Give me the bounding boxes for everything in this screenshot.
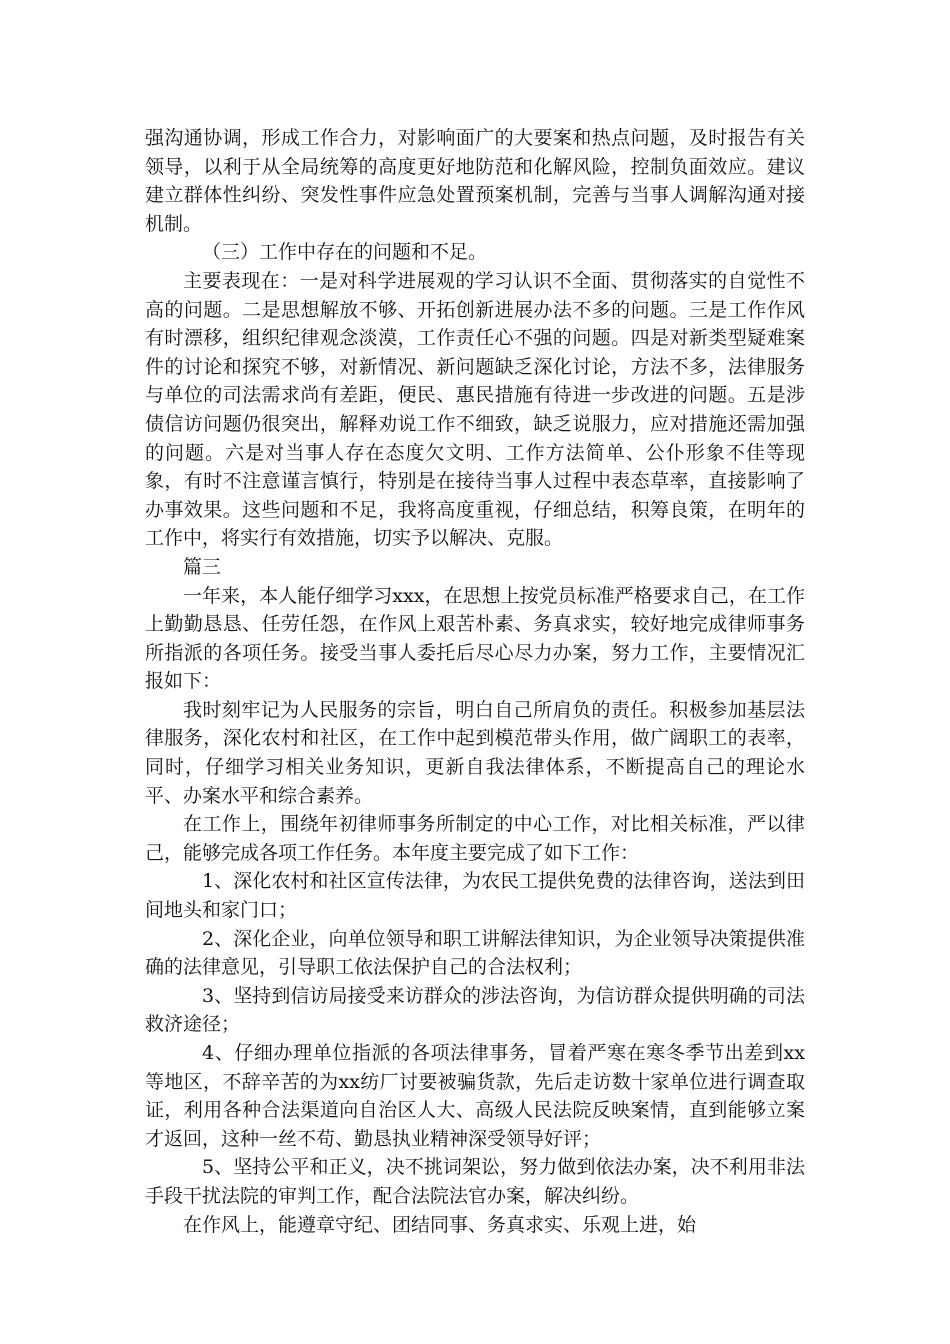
list-item-5: 5、坚持公平和正义，决不挑词架讼，努力做到依法办案，决不利用非法手段干扰法院的审判工作，配合法院法官办案，解决纠纷。 bbox=[145, 1156, 805, 1207]
paragraph-continuation: 强沟通协调，形成工作合力，对影响面广的大要案和热点问题，及时报告有关领导，以利于从全局统筹的高度更好地防范和化解风险，控制负面效应。建议建立群体性纠纷、突发性事件应急处置预案机制，完善与当事人调解沟通对接机制。 bbox=[145, 127, 805, 235]
list-item-3: 3、坚持到信访局接受来访群众的涉法咨询，为信访群众提供明确的司法救济途径； bbox=[145, 984, 805, 1036]
paragraph-work: 在工作上，围绕年初律师事务所制定的中心工作，对比相关标准，严以律己，能够完成各项工作任务。本年度主要完成了如下工作： bbox=[145, 813, 805, 864]
list-item-2: 2、深化企业，向单位领导和职工讲解法律知识，为企业领导决策提供准确的法律意见，引导职工依法保护自己的合法权利； bbox=[145, 927, 805, 979]
paragraph-problems: 主要表现在：一是对科学进展观的学习认识不全面、贯彻落实的自觉性不高的问题。二是思想解放不够、开拓创新进展办法不多的问题。三是工作作风有时漂移，组织纪律观念淡漠，工作责任心不强的问题。四是对新类型疑难案件的讨论和探究不够，对新情况、新问题缺乏深化讨论，方法不多，法律服务与单位的司法需求尚有差距，便民、惠民措施有待进一步改进的问题。五是涉债信访问题仍很突出，解释劝说工作不细致，缺乏说服力，应对措施还需加强的问题。六是对当事人存在态度欠文明、工作方法简单、公仆形象不佳等现象，有时不注意谨言慎行，特别是在接待当事人过程中表态草率，直接影响了办事效果。这些问题和不足，我将高度重视，仔细总结，积筹良策，在明年的工作中，将实行有效措施，切实予以解决、克服。 bbox=[145, 269, 805, 550]
paragraph-service: 我时刻牢记为人民服务的宗旨，明白自己所肩负的责任。积极参加基层法律服务，深化农村和社区，在工作中起到模范带头作用，做广阔职工的表率，同时，仔细学习相关业务知识，更新自我法律体系，不断提高自己的理论水平、办案水平和综合素养。 bbox=[145, 698, 805, 807]
list-item-4: 4、仔细办理单位指派的各项法律事务，冒着严寒在寒冬季节出差到xx等地区，不辞辛苦的为xx纺厂讨要被骗货款，先后走访数十家单位进行调查取证，利用各种合法渠道向自治区人大、高级人民法院反映案情，直到能够立案才返回，这种一丝不苟、勤恳执业精神深受领导好评； bbox=[145, 1042, 805, 1150]
document-body bbox=[145, 124, 805, 1239]
paragraph-intro: 一年来，本人能仔细学习xxx，在思想上按党员标准严格要求自己，在工作上勤勤恳恳、任劳任怨，在作风上艰苦朴素、务真求实，较好地完成律师事务所指派的各项任务。接受当事人委托后尽心尽力办案，努力工作，主要情况汇报如下： bbox=[145, 584, 805, 693]
list-item-1: 1、深化农村和社区宣传法律，为农民工提供免费的法律咨询，送法到田间地头和家门口； bbox=[145, 870, 805, 922]
paragraph-style: 在作风上，能遵章守纪、团结同事、务真求实、乐观上进，始 bbox=[183, 1213, 697, 1236]
section-heading-problems: （三）工作中存在的问题和不足。 bbox=[202, 241, 488, 264]
section-heading-part-three: 篇三 bbox=[183, 555, 222, 578]
